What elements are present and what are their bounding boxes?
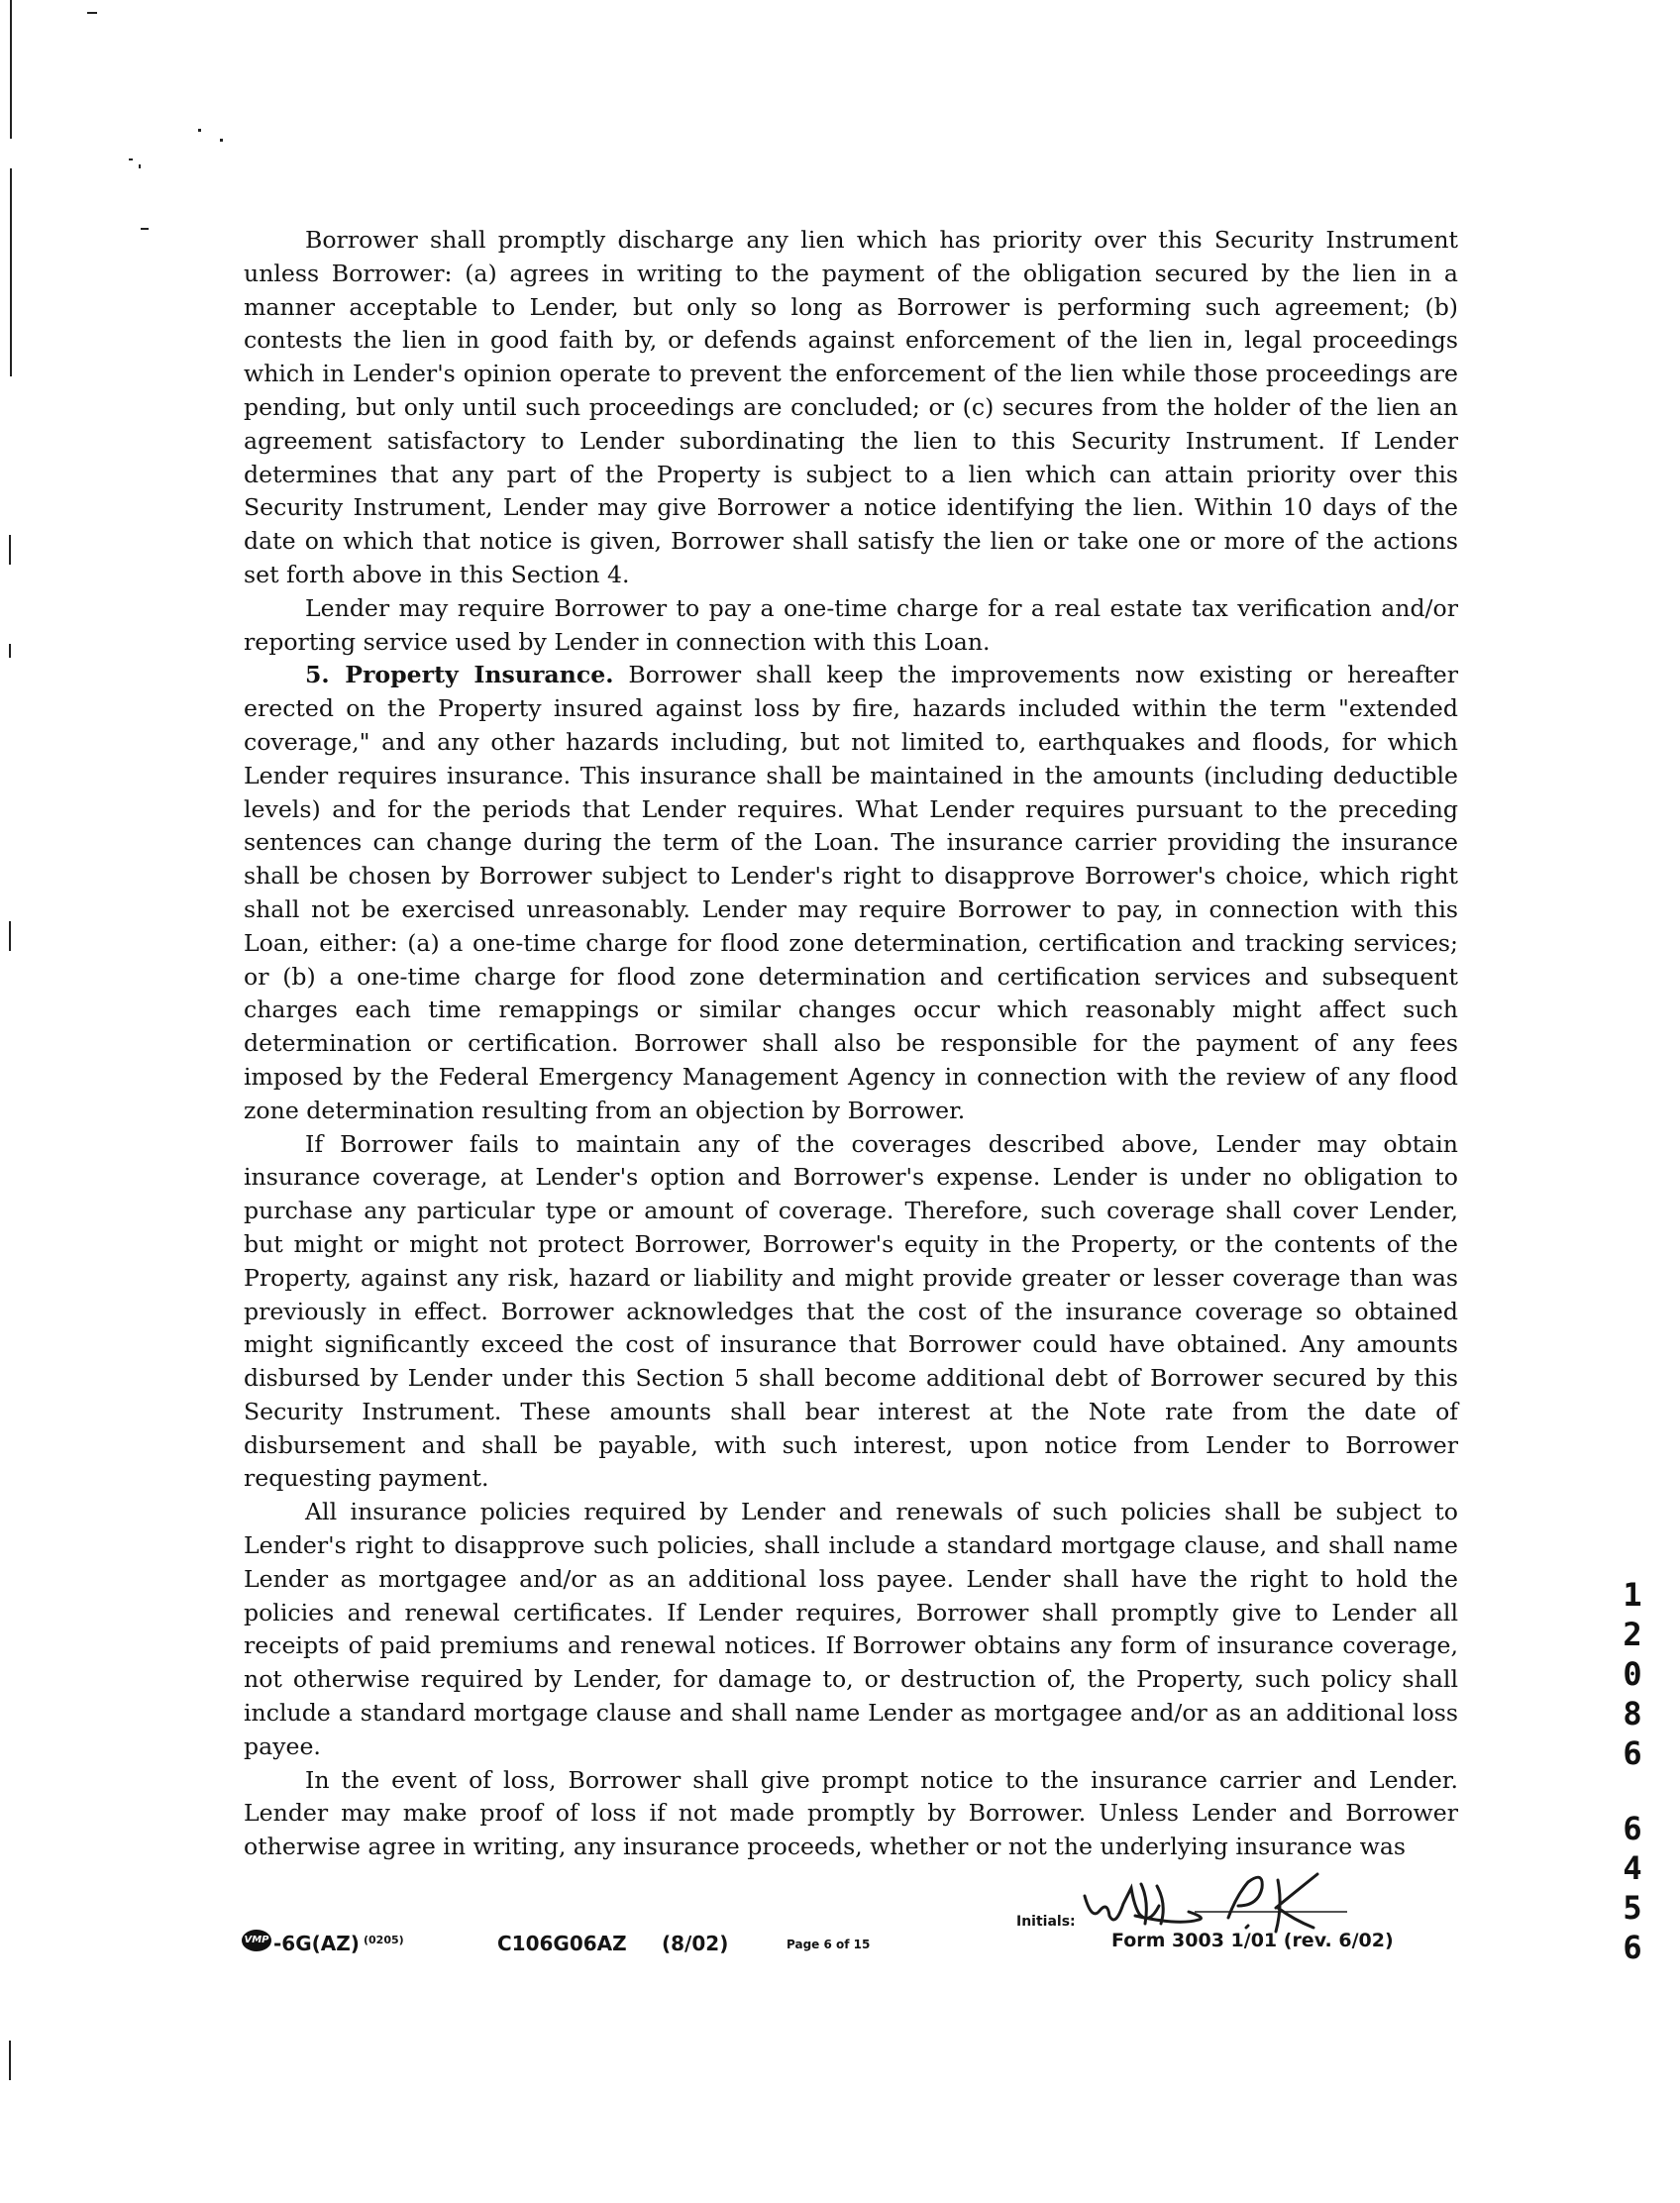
stamp-digit: 1 xyxy=(1623,1576,1642,1614)
scan-margin-line xyxy=(9,535,11,565)
paragraph-policies xyxy=(244,1496,1458,1763)
form-code-suffix: (0205) xyxy=(364,1934,404,1946)
stamp-digit: 6 xyxy=(1623,1810,1642,1847)
stamp-digit: 5 xyxy=(1623,1889,1642,1927)
scan-dash xyxy=(87,12,97,14)
scan-margin-line xyxy=(10,168,12,376)
scan-margin-line xyxy=(9,2041,11,2080)
vmp-logo-icon: VMP xyxy=(242,1930,271,1951)
paragraph-text: If Borrower fails to maintain any of the coverages described above, Lender may obtain insurance coverage, at Lender's option and Borrower's expense. Lender is under no obligation to purchase any particular type or amount of coverage. Therefore, such coverage shall cover Lender, but might or might not protect Borrower, Borrower's equity in the Property, or the contents of the Property, against any risk, hazard or liability and might provide greater or lesser coverage than was previously in effect. Borrower acknowledges that the cost of the insurance coverage so obtained might significantly exceed the cost of insurance that Borrower could have obtained. Any amounts disbursed by Lender under this Section 5 shall become additional debt of Borrower secured by this Security Instrument. These amounts shall bear interest at the Note rate from the date of disbursement and shall be payable, with such interest, upon notice from Lender to Borrower requesting payment. xyxy=(244,1129,1458,1493)
paragraph-lien xyxy=(244,224,1458,592)
scan-speck xyxy=(198,129,201,132)
side-loan-number-stamp xyxy=(1613,1575,1652,1967)
paragraph-tax-verification xyxy=(244,592,1458,660)
scan-margin-line xyxy=(10,0,12,139)
section-heading: 5. Property Insurance. xyxy=(305,661,614,689)
form-number: Form 3003 1/01 (rev. 6/02) xyxy=(1111,1930,1394,1951)
scan-speck xyxy=(129,158,133,160)
doc-date: (8/02) xyxy=(662,1932,729,1955)
initials-label: Initials: xyxy=(1016,1914,1076,1930)
stamp-digit: 2 xyxy=(1623,1616,1642,1653)
paragraph-text: In the event of loss, Borrower shall give prompt notice to the insurance carrier and Lender. Lender may make proof of loss if not made promptly by Borrower. Unless Lender and Borrower otherwise agree in writing, any insurance proceeds, whether or not the underlying insurance was xyxy=(244,1765,1458,1861)
stamp-digit: 4 xyxy=(1623,1849,1642,1887)
stamp-digit: 6 xyxy=(1623,1929,1642,1966)
stamp-digit: 0 xyxy=(1623,1655,1642,1693)
paragraph-text: Lender may require Borrower to pay a one-time charge for a real estate tax verification and/or reporting service used by Lender in connection with this Loan. xyxy=(244,593,1458,656)
stamp-digit: 8 xyxy=(1623,1695,1642,1732)
paragraph-text: Borrower shall promptly discharge any lien which has priority over this Security Instrument unless Borrower: (a) agrees in writing to the payment of the obligation secured by the lien in a manner acceptable to Lender, but only so long as Borrower is performing such agreement; (b) contests the lien in good faith by, or defends against enforcement of the lien in, legal proceedings which in Lender's opinion operate to prevent the enforcement of the lien while those proceedings are pending, but only until such proceedings are concluded; or (c) secures from the holder of the lien an agreement satisfactory to Lender subordinating the lien to this Security Instrument. If Lender determines that any part of the Property is subject to a lien which can attain priority over this Security Instrument, Lender may give Borrower a notice identifying the lien. Within 10 days of the date on which that notice is given, Borrower shall satisfy the lien or take one or more of the actions set forth above in this Section 4. xyxy=(244,226,1458,588)
paragraph-loss xyxy=(244,1764,1458,1864)
paragraph-coverage-failure xyxy=(244,1128,1458,1497)
stamp-digit: 6 xyxy=(1623,1734,1642,1772)
scan-dash xyxy=(141,228,149,230)
form-code: -6G(AZ) xyxy=(273,1932,360,1955)
page-footer xyxy=(0,1914,1680,1979)
paragraph-text: Borrower shall keep the improvements now existing or hereafter erected on the Property insured against loss by fire, hazards included within the term "extended coverage," and any other hazards including, but not limited to, earthquakes and floods, for which Lender requires insurance. This insurance shall be maintained in the amounts (including deductible levels) and for the periods that Lender requires. What Lender requires pursuant to the preceding sentences can change during the term of the Loan. The insurance carrier providing the insurance shall be chosen by Borrower subject to Lender's right to disapprove Borrower's choice, which right shall not be exercised unreasonably. Lender may require Borrower to pay, in connection with this Loan, either: (a) a one-time charge for flood zone determination, certification and tracking services; or (b) a one-time charge for flood zone determination and certification services and subsequent charges each time remappings or similar changes occur which reasonably might affect such determination or certification. Borrower shall also be responsible for the payment of any fees imposed by the Federal Emergency Management Agency in connection with the review of any flood zone determination resulting from an objection by Borrower. xyxy=(244,661,1458,1124)
scan-speck xyxy=(220,139,223,142)
scan-margin-line xyxy=(9,921,11,951)
document-body xyxy=(244,224,1458,1864)
paragraph-property-insurance xyxy=(244,659,1458,1127)
scan-speck xyxy=(139,164,141,168)
scan-margin-line xyxy=(9,644,11,658)
stamp-gap xyxy=(1613,1773,1652,1809)
doc-code: C106G06AZ xyxy=(497,1932,627,1955)
page-number: Page 6 of 15 xyxy=(787,1938,871,1951)
paragraph-text: All insurance policies required by Lender and renewals of such policies shall be subject to Lender's right to disapprove such policies, shall include a standard mortgage clause, and shall name Lender as mortgagee and/or as an additional loss payee. Lender shall have the right to hold the policies and renewal certificates. If Lender requires, Borrower shall promptly give to Lender all receipts of paid premiums and renewal notices. If Borrower obtains any form of insurance coverage, not otherwise required by Lender, for damage to, or destruction of, the Property, such policy shall include a standard mortgage clause and shall name Lender as mortgagee and/or as an additional loss payee. xyxy=(244,1498,1458,1760)
